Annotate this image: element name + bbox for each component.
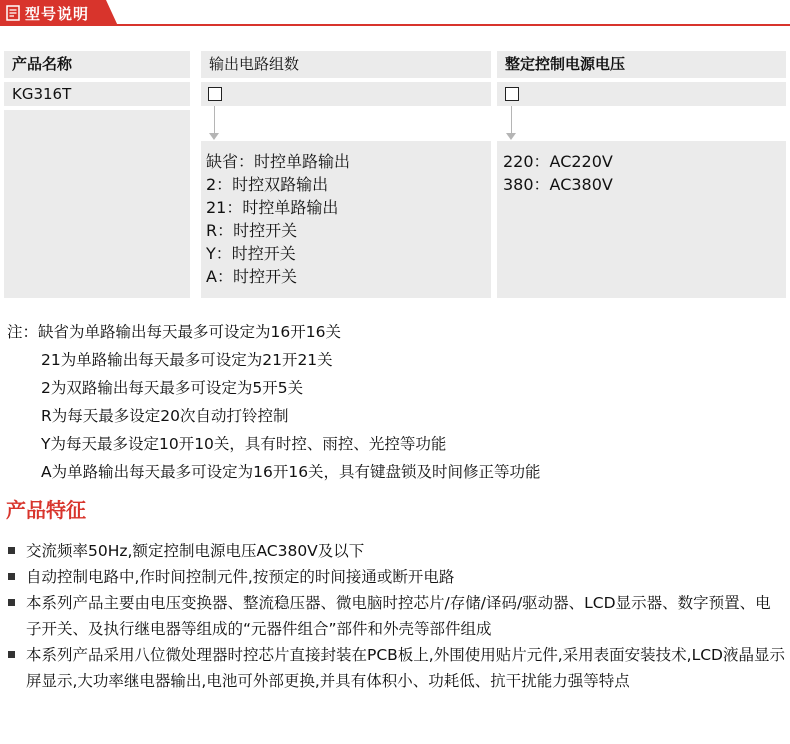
feature-item: [6, 538, 786, 564]
output-option: Y：时控开关: [206, 244, 296, 263]
output-arrow-icon: [209, 133, 219, 140]
output-options-cell: [201, 141, 491, 298]
note-line: R为每天最多设定20次自动打铃控制: [41, 407, 289, 425]
feature-item: [6, 590, 786, 642]
output-option: 缺省：时控单路输出: [206, 152, 351, 171]
feature-item: [6, 642, 786, 694]
voltage-option: 380：AC380V: [503, 175, 613, 194]
bullet-icon: [8, 651, 15, 658]
voltage-options-list: [503, 150, 613, 196]
section-header: [0, 0, 790, 26]
notes: [7, 318, 541, 486]
feature-text: 本系列产品主要由电压变换器、整流稳压器、微电脑时控芯片/存储/译码/驱动器、LCD显示器、数字预置、电子开关、及执行继电器等组成的“元器件组合”部件和外壳等部件组成: [26, 594, 771, 638]
note-line: 2为双路输出每天最多可设定为5开5关: [41, 379, 304, 397]
section-title: 型号说明: [25, 5, 90, 23]
bullet-icon: [8, 547, 15, 554]
output-option: R：时控开关: [206, 221, 298, 240]
voltage-options-cell: [497, 141, 786, 298]
voltage-arrow-icon: [506, 133, 516, 140]
output-arrow-line: [214, 106, 215, 133]
feature-item: [6, 564, 786, 590]
output-option: A：时控开关: [206, 267, 297, 286]
product-name-blank: [4, 110, 190, 298]
note-line: Y为每天最多设定10开10关，具有时控、雨控、光控等功能: [41, 435, 447, 453]
output-options-list: [206, 150, 350, 288]
note-line: 21为单路输出每天最多可设定为21开21关: [41, 351, 333, 369]
feature-text: 交流频率50Hz,额定控制电源电压AC380V及以下: [26, 542, 365, 560]
feature-text: 本系列产品采用八位微处理器时控芯片直接封装在PCB板上,外围使用贴片元件,采用表面安装技术,LCD液晶显示屏显示,大功率继电器输出,电池可外部更换,并具有体积小、功耗低、抗干扰能力强等特点: [26, 646, 785, 690]
document-icon: [6, 5, 20, 21]
features-title: 产品特征: [6, 498, 86, 522]
header-underline: [0, 24, 790, 26]
product-name-value: KG316T: [4, 82, 190, 106]
features-list: [6, 538, 786, 694]
voltage-arrow-line: [511, 106, 512, 133]
output-option: 2：时控双路输出: [206, 175, 329, 194]
note-line: A为单路输出每天最多可设定为16开16关，具有键盘锁及时间修正等功能: [41, 463, 541, 481]
product-name-header: 产品名称: [4, 51, 190, 78]
bullet-icon: [8, 599, 15, 606]
bullet-icon: [8, 573, 15, 580]
output-groups-checkbox: [208, 87, 222, 101]
feature-text: 自动控制电路中,作时间控制元件,按预定的时间接通或断开电路: [26, 568, 455, 586]
voltage-option: 220：AC220V: [503, 152, 613, 171]
voltage-checkbox: [505, 87, 519, 101]
output-option: 21：时控单路输出: [206, 198, 339, 217]
voltage-value-cell: [497, 82, 786, 106]
output-groups-header: 输出电路组数: [201, 51, 491, 78]
output-groups-value-cell: [201, 82, 491, 106]
voltage-header: 整定控制电源电压: [497, 51, 786, 78]
note-line: 注：缺省为单路输出每天最多可设定为16开16关: [7, 323, 341, 341]
